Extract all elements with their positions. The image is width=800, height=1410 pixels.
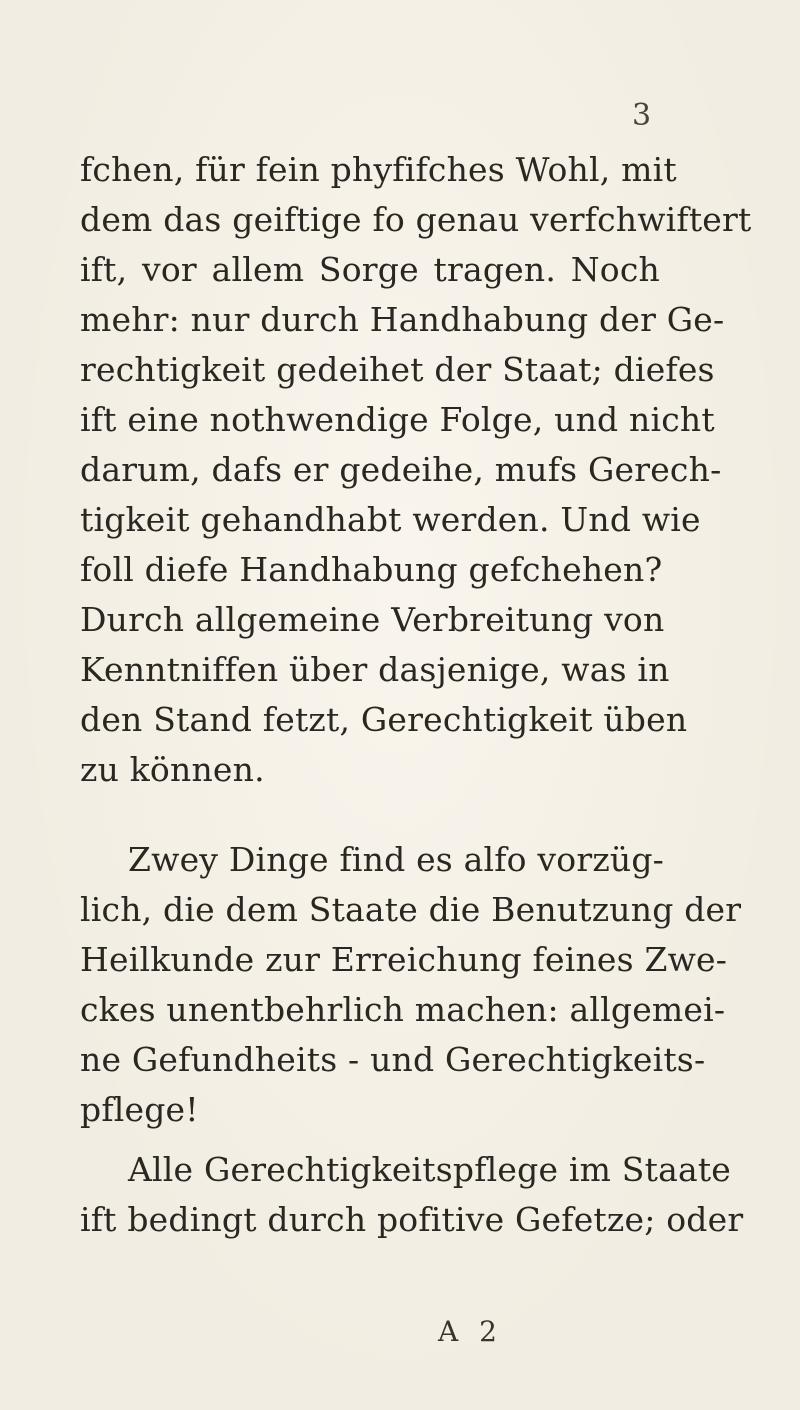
text-line: darum, dafs er gedeihe, mufs Gerech-	[80, 450, 722, 489]
text-line: dem das geiftige fo genau verfchwiftert	[80, 200, 752, 239]
text-line: zu können.	[80, 750, 265, 789]
text-line: rechtigkeit gedeihet der Staat; diefes	[80, 350, 715, 389]
text-line: ift, vor allem Sorge tragen. Noch	[80, 250, 660, 289]
text-line: ne Gefundheits - und Gerechtigkeits-	[80, 1040, 706, 1079]
text-line: mehr: nur durch Handhabung der Ge-	[80, 300, 725, 339]
text-line: ckes unentbehrlich machen: allgemei-	[80, 990, 726, 1029]
signature-mark: A 2	[438, 1315, 503, 1348]
text-line: pflege!	[80, 1090, 199, 1129]
text-line: ift bedingt durch pofitive Gefetze; oder	[80, 1200, 744, 1239]
text-line: tigkeit gehandhabt werden. Und wie	[80, 500, 701, 539]
text-line: den Stand fetzt, Gerechtigkeit üben	[80, 700, 688, 739]
text-line: lich, die dem Staate die Benutzung der	[80, 890, 742, 929]
page-number: 3	[632, 98, 652, 133]
text-line: Heilkunde zur Erreichung feines Zwe-	[80, 940, 728, 979]
text-line: Durch allgemeine Verbreitung von	[80, 600, 665, 639]
text-line: ift eine nothwendige Folge, und nicht	[80, 400, 715, 439]
text-line: Alle Gerechtigkeitspflege im Staate	[128, 1150, 732, 1189]
text-line: foll diefe Handhabung gefchehen?	[80, 550, 663, 589]
text-line: Zwey Dinge find es alfo vorzüg-	[128, 840, 665, 879]
text-line: fchen, für fein phyfifches Wohl, mit	[80, 150, 677, 189]
text-line: Kenntniffen über dasjenige, was in	[80, 650, 670, 689]
